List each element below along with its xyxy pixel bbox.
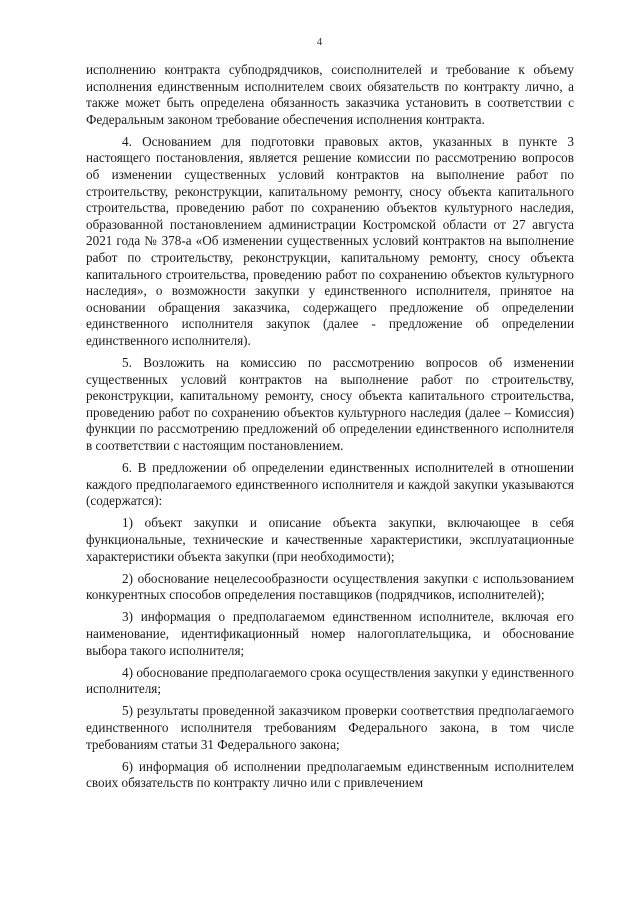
- subitem-2: 2) обоснование нецелесообразности осуществления закупки с использованием конкурентных способов определения поставщиков (подрядчиков, исполнителей);: [86, 570, 574, 603]
- subitem-5: 5) результаты проведенной заказчиком проверки соответствия предполагаемого единственного исполнителя требованиям Федерального закона, в том числе требованиям статьи 31 Федерального закона;: [86, 703, 574, 752]
- document-body: [86, 62, 574, 797]
- page-number: 4: [316, 36, 323, 48]
- subitem-3: 3) информация о предполагаемом единственном исполнителе, включая его наименование, идентификационный номер налогоплательщика, и обоснование выбора такого исполнителя;: [86, 609, 574, 658]
- subitem-1: 1) объект закупки и описание объекта закупки, включающее в себя функциональные, технические и качественные характеристики, эксплуатационные характеристики объекта закупки (при необходимости);: [86, 515, 574, 564]
- subitem-6: 6) информация об исполнении предполагаемым единственным исполнителем своих обязательств по контракту лично или с привлечением: [86, 758, 574, 791]
- paragraph-continuation: исполнению контракта субподрядчиков, соисполнителей и требование к объему исполнения единственным исполнителем своих обязательств по контракту лично, а также может быть определена обязанность заказчика установить в соответствии с Федеральным законом требование обеспечения исполнения контракта.: [86, 62, 574, 127]
- paragraph-item-5: 5. Возложить на комиссию по рассмотрению вопросов об изменении существенных условий контрактов на выполнение работ по строительству, реконструкции, капитальному ремонту, сносу объекта капитального строительства, проведению работ по сохранению объектов культурного наследия (далее – Комиссия) функции по рассмотрению предложений об определении единственного исполнителя в соответствии с настоящим постановлением.: [86, 355, 574, 454]
- subitem-4: 4) обоснование предполагаемого срока осуществления закупки у единственного исполнителя;: [86, 664, 574, 697]
- paragraph-item-4: 4. Основанием для подготовки правовых актов, указанных в пункте 3 настоящего постановления, является решение комиссии по рассмотрению вопросов об изменении существенных условий контрактов на выполнение работ по строительству, реконструкции, капитальному ремонту, сносу объекта капитального строительства, проведению работ по сохранению объектов культурного наследия, образованной постановлением администрации Костромской области от 27 августа 2021 года № 378-а «Об изменении существенных условий контрактов на выполнение работ по строительству, реконструкции, капитальному ремонту, сносу объекта капитального строительства, проведению работ по сохранению объектов культурного наследия», о возможности закупки у единственного исполнителя, принятое на основании обращения заказчика, содержащего предложение об определении единственного исполнителя закупок (далее - предложение об определении единственного исполнителя).: [86, 133, 574, 348]
- paragraph-item-6: 6. В предложении об определении единственных исполнителей в отношении каждого предполагаемого единственного исполнителя и каждой закупки указываются (содержатся):: [86, 460, 574, 509]
